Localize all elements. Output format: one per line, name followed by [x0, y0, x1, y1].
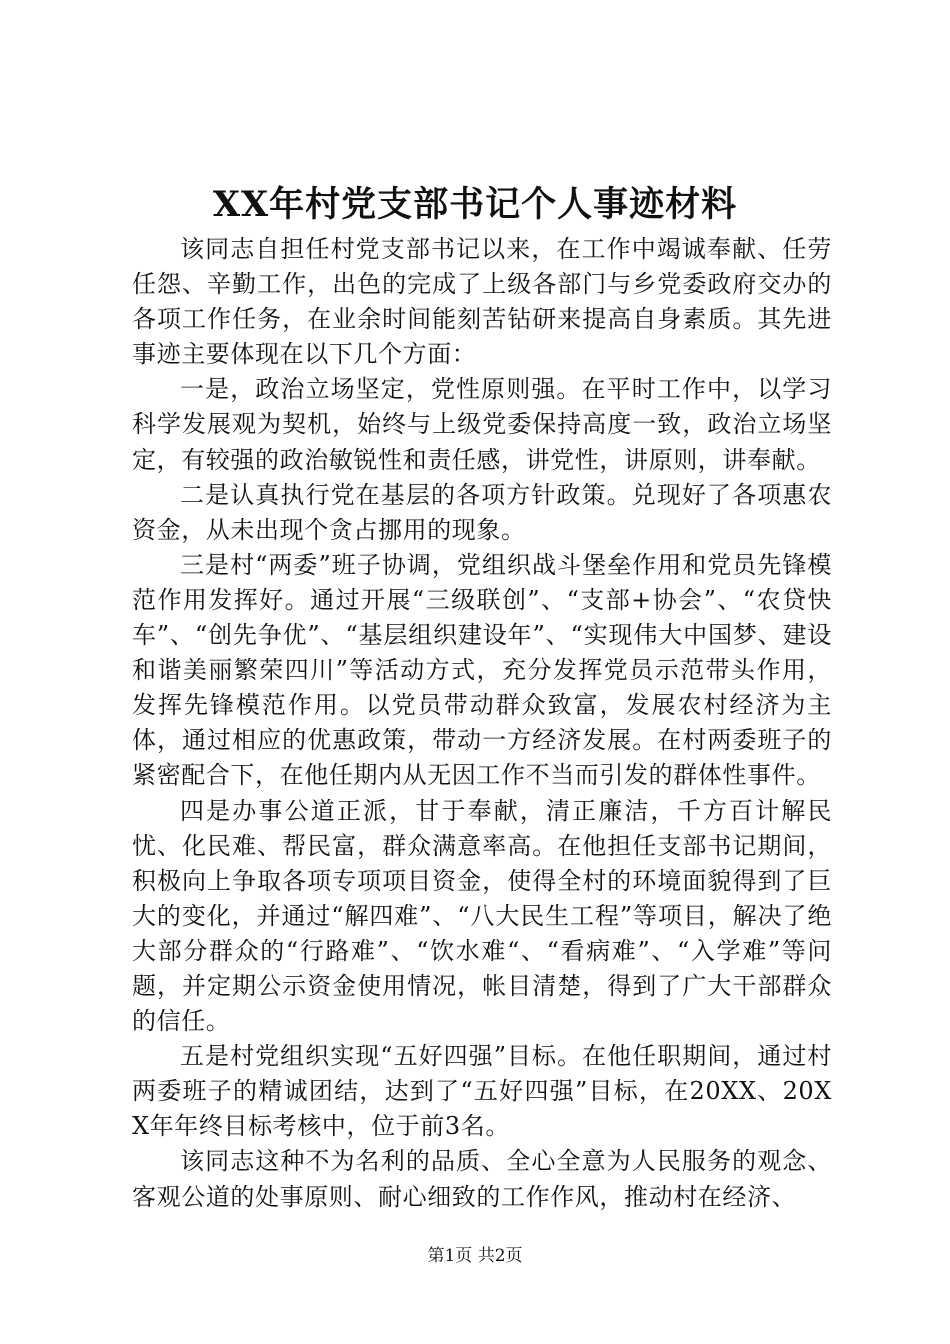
paragraph-point-3: 三是村“两委”班子协调，党组织战斗堡垒作用和党员先锋模范作用发挥好。通过开展“三级联创”、“支部+协会”、“农贷快车”、“创先争优”、“基层组织建设年”、“实现伟大中国梦、建设和谐美丽繁荣四川”等活动方式，充分发挥党员示范带头作用，发挥先锋模范作用。以党员带动群众致富，发展农村经济为主体，通过相应的优惠政策，带动一方经济发展。在村两委班子的紧密配合下，在他任期内从无因工作不当而引发的群体性事件。: [132, 550, 832, 790]
paragraph-point-2: 二是认真执行党在基层的各项方针政策。兑现好了各项惠农资金，从未出现个贪占挪用的现象。: [132, 480, 832, 544]
paragraph-point-1: 一是，政治立场坚定，党性原则强。在平时工作中，以学习科学发展观为契机，始终与上级党委保持高度一致，政治立场坚定，有较强的政治敏锐性和责任感，讲党性，讲原则，讲奉献。: [132, 375, 832, 474]
page-number-footer: 第1页 共2页: [427, 1246, 523, 1266]
document-body: [132, 232, 832, 1215]
paragraph-point-5: 五是村党组织实现“五好四强”目标。在他任职期间，通过村两委班子的精诚团结，达到了“五好四强”目标，在20XX、20XX年年终目标考核中，位于前3名。: [132, 1042, 832, 1141]
paragraph-conclusion: 该同志这种不为名利的品质、全心全意为人民服务的观念、客观公道的处事原则、耐心细致的工作作风，推动村在经济、: [132, 1147, 832, 1211]
paragraph-intro: 该同志自担任村党支部书记以来，在工作中竭诚奉献、任劳任怨、辛勤工作，出色的完成了上级各部门与乡党委政府交办的各项工作任务，在业余时间能刻苦钻研来提高自身素质。其先进事迹主要体现在以下几个方面：: [132, 235, 832, 369]
document-title: XX年村党支部书记个人事迹材料: [212, 184, 738, 225]
paragraph-point-4: 四是办事公道正派，甘于奉献，清正廉洁，千方百计解民忧、化民难、帮民富，群众满意率高。在他担任支部书记期间，积极向上争取各项专项项目资金，使得全村的环境面貌得到了巨大的变化，并通过“解四难”、“八大民生工程”等项目，解决了绝大部分群众的“行路难”、“饮水难“、“看病难”、“入学难”等问题，并定期公示资金使用情况，帐目清楚，得到了广大干部群众的信任。: [132, 796, 832, 1036]
